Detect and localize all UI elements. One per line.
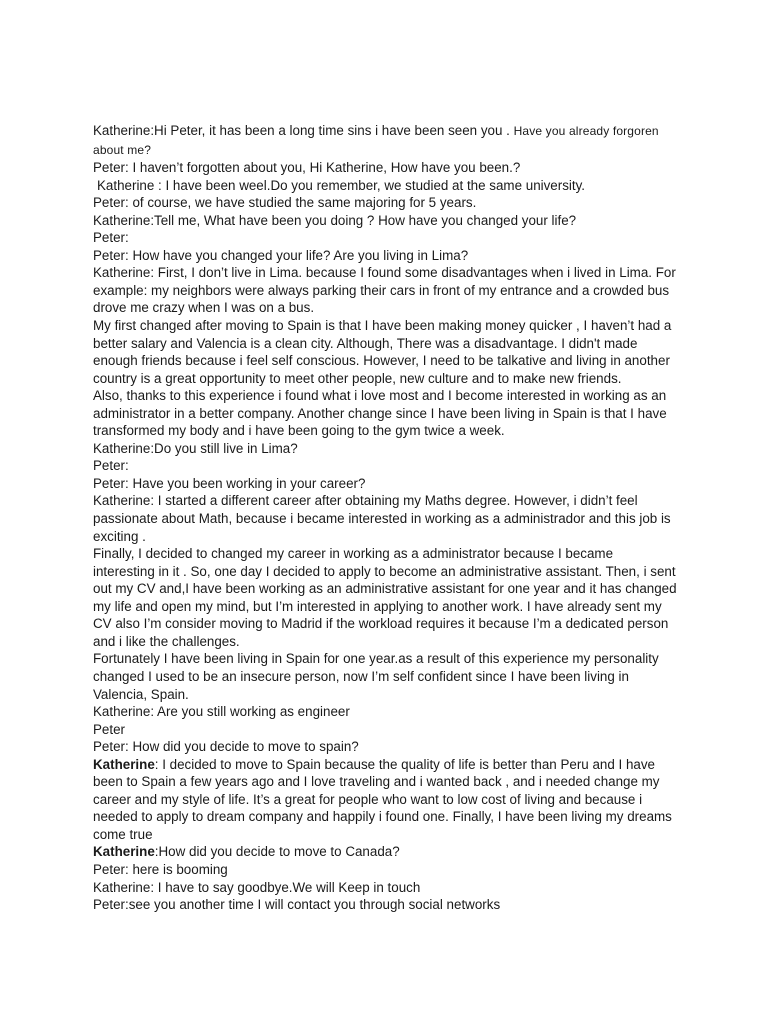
line-1-small-text: Have you already forgoren about me?: [93, 124, 659, 157]
line-12: Peter:: [93, 458, 129, 474]
line-19: Peter: How did you decide to move to spain?: [93, 739, 359, 755]
line-4: Peter: of course, we have studied the same majoring for 5 years.: [93, 195, 477, 211]
line-21-text: :How did you decide to move to Canada?: [154, 844, 400, 860]
line-13: Peter: Have you been working in your career?: [93, 475, 366, 491]
line-18: Peter: [93, 721, 126, 737]
speaker-name: Katherine: [93, 844, 155, 860]
paragraph-20-text: : I decided to move to Spain because the quality of life is better than Peru and I have been to Spain a few years ago and I love traveling and i wanted back , and i needed change my career and my style of life. It’s a great for people who want to low cost of living and because i needed to apply to dream company and happily i found one. Finally, I have been living my dreams come true: [93, 756, 672, 842]
document-body: [93, 122, 677, 914]
line-1: [93, 122, 677, 159]
line-2: Peter: I haven’t forgotten about you, Hi Katherine, How have you been.?: [93, 160, 521, 176]
line-11: Katherine:Do you still live in Lima?: [93, 440, 298, 456]
line-23: Katherine: I have to say goodbye.We will Keep in touch: [93, 879, 421, 895]
line-5: Katherine:Tell me, What have been you doing ? How have you changed your life?: [93, 212, 577, 228]
line-22: Peter: here is booming: [93, 861, 228, 877]
paragraph-8: Katherine: First, I don’t live in Lima. because I found some disadvantages when i lived in Lima. For example: my neighbors were always parking their cars in front of my entrance and a crowded bus drove me crazy when I was on a bus.: [93, 265, 676, 316]
line-21: [93, 843, 677, 861]
line-6: Peter:: [93, 230, 129, 246]
paragraph-10: Also, thanks to this experience i found what i love most and I become interested in working as an administrator in a better company. Another change since I have been living in Spain is that I have transformed my body and i have been going to the gym twice a week.: [93, 388, 667, 439]
paragraph-14: Katherine: I started a different career after obtaining my Maths degree. However, i didn’t feel passionate about Math, because i became interested in working as a administrador and this job is exciting .: [93, 493, 671, 544]
line-1-text: Katherine:Hi Peter, it has been a long time sins i have been seen you .: [93, 123, 514, 138]
line-7: Peter: How have you changed your life? Are you living in Lima?: [93, 247, 469, 263]
paragraph-15: Finally, I decided to changed my career in working as a administrator because I became interesting in it . So, one day I decided to apply to become an administrative assistant. Then, i sent out my CV and,I have been working as an administrative assistant for one year and it has changed my life and open my mind, but I’m interested in applying to another work. I have already sent my CV also I’m consider moving to Madrid if the workload requires it because I’m a dedicated person and i like the challenges.: [93, 546, 677, 649]
line-3: Katherine : I have been weel.Do you remember, we studied at the same university.: [97, 177, 586, 193]
speaker-name: Katherine: [93, 756, 155, 772]
paragraph-16: Fortunately I have been living in Spain for one year.as a result of this experience my personality changed I used to be an insecure person, now I’m self confident since I have been living in Valencia, Spain.: [93, 651, 659, 702]
paragraph-9: My first changed after moving to Spain is that I have been making money quicker , I haven’t had a better salary and Valencia is a clean city. Although, There was a disadvantage. I didn't made enough friends because i feel self conscious. However, I need to be talkative and living in another country is a great opportunity to meet other people, new culture and to make new friends.: [93, 318, 672, 386]
paragraph-20: [93, 756, 677, 844]
line-24: Peter:see you another time I will contact you through social networks: [93, 897, 501, 913]
line-17: Katherine: Are you still working as engineer: [93, 704, 350, 720]
